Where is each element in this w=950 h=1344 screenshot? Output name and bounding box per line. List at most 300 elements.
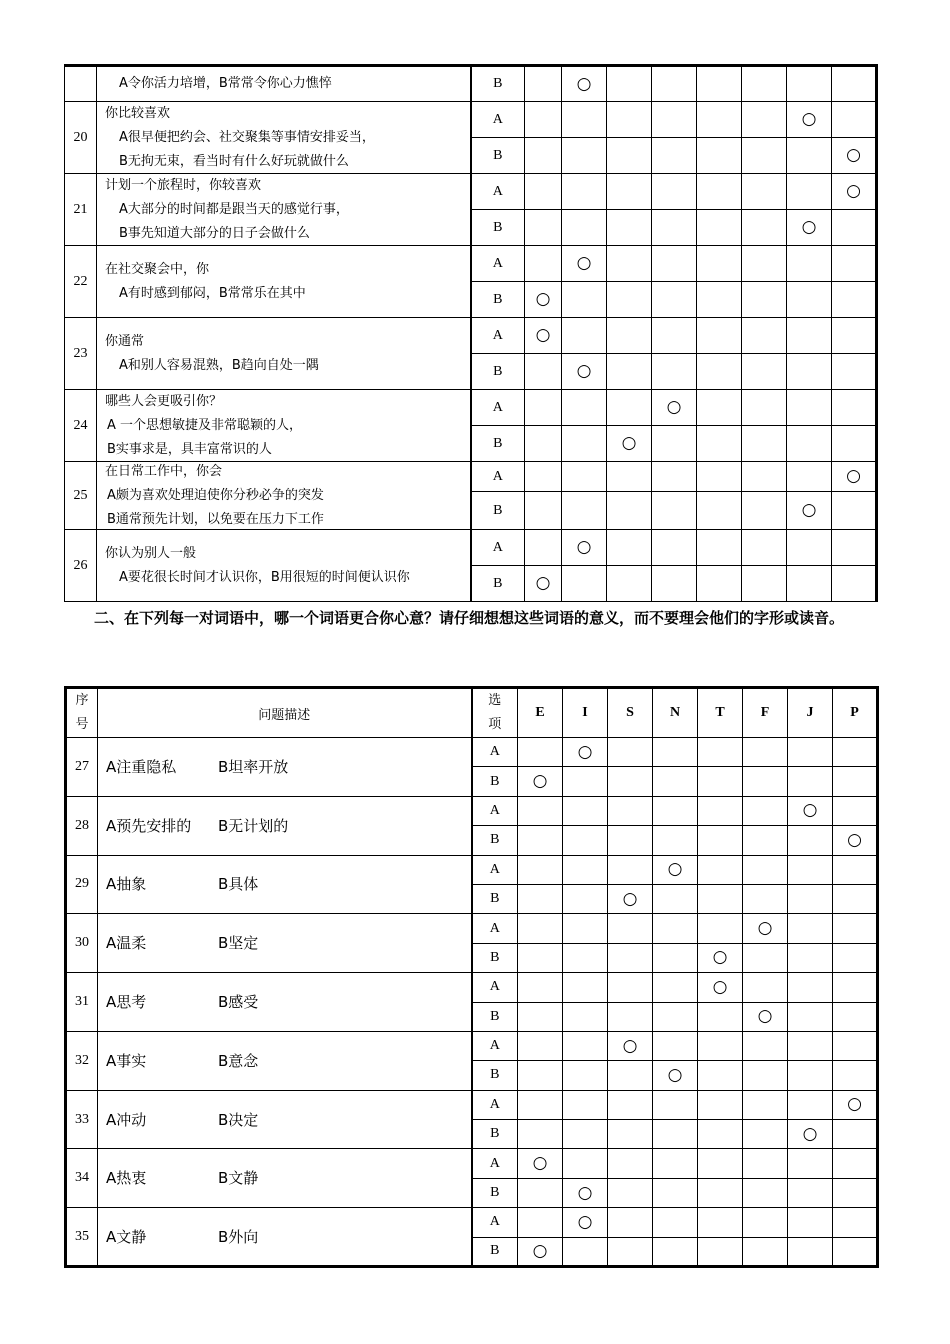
answer-cell[interactable] (608, 1120, 653, 1149)
option-label: B (472, 1002, 518, 1031)
answer-cell[interactable]: ○ (698, 973, 743, 1002)
answer-cell[interactable] (832, 530, 877, 566)
answer-cell[interactable] (697, 426, 742, 462)
answer-cell[interactable] (742, 138, 787, 174)
answer-cell[interactable] (525, 138, 562, 174)
answer-cell[interactable] (788, 738, 833, 767)
answer-cell[interactable] (697, 530, 742, 566)
answer-cell[interactable] (698, 855, 743, 884)
answer-cell[interactable] (833, 796, 878, 825)
table-row (66, 973, 878, 1002)
option-label: A (472, 973, 518, 1002)
answer-cell[interactable] (697, 210, 742, 246)
answer-cell[interactable] (788, 1090, 833, 1119)
answer-cell[interactable] (562, 426, 607, 462)
answer-cell[interactable] (652, 210, 697, 246)
option-label: B (472, 1061, 518, 1090)
answer-cell[interactable]: ○ (562, 66, 607, 102)
answer-cell[interactable]: ○ (833, 826, 878, 855)
answer-cell[interactable]: ○ (562, 354, 607, 390)
answer-cell[interactable] (525, 210, 562, 246)
answer-cell[interactable]: ○ (653, 855, 698, 884)
answer-cell[interactable] (653, 1120, 698, 1149)
answer-cell[interactable] (833, 884, 878, 913)
answer-cell[interactable] (518, 884, 563, 913)
answer-cell[interactable] (607, 492, 652, 530)
answer-cell[interactable] (563, 1090, 608, 1119)
word-pair (98, 1031, 472, 1090)
answer-cell[interactable] (698, 1237, 743, 1266)
answer-cell[interactable] (518, 943, 563, 972)
answer-cell[interactable] (698, 826, 743, 855)
answer-cell[interactable] (743, 1208, 788, 1237)
answer-cell[interactable] (518, 1178, 563, 1207)
answer-cell[interactable] (518, 1002, 563, 1031)
word-pair (98, 1208, 472, 1267)
answer-cell[interactable] (743, 1031, 788, 1060)
answer-cell[interactable] (607, 246, 652, 282)
answer-cell[interactable] (607, 390, 652, 426)
answer-cell[interactable] (742, 390, 787, 426)
answer-cell[interactable] (833, 855, 878, 884)
answer-cell[interactable] (607, 282, 652, 318)
answer-cell[interactable]: ○ (525, 282, 562, 318)
answer-cell[interactable] (697, 566, 742, 602)
answer-cell[interactable] (742, 210, 787, 246)
answer-cell[interactable] (833, 1237, 878, 1266)
answer-cell[interactable] (698, 1120, 743, 1149)
answer-cell[interactable] (787, 174, 832, 210)
answer-cell[interactable] (698, 1178, 743, 1207)
answer-cell[interactable] (742, 318, 787, 354)
answer-cell[interactable] (832, 390, 877, 426)
answer-cell[interactable] (832, 318, 877, 354)
answer-cell[interactable] (608, 1208, 653, 1237)
answer-cell[interactable] (652, 566, 697, 602)
answer-cell[interactable]: ○ (563, 1208, 608, 1237)
answer-cell[interactable] (608, 767, 653, 796)
answer-cell[interactable] (833, 767, 878, 796)
option-label: A (472, 1031, 518, 1060)
answer-cell[interactable] (563, 1237, 608, 1266)
answer-cell[interactable] (525, 462, 562, 492)
answer-cell[interactable] (832, 426, 877, 462)
answer-cell[interactable]: ○ (608, 1031, 653, 1060)
answer-cell[interactable] (562, 566, 607, 602)
answer-cell[interactable]: ○ (563, 1178, 608, 1207)
answer-cell[interactable] (787, 318, 832, 354)
answer-cell[interactable] (742, 246, 787, 282)
answer-cell[interactable] (563, 943, 608, 972)
answer-cell[interactable] (743, 796, 788, 825)
answer-cell[interactable] (832, 210, 877, 246)
answer-cell[interactable] (653, 884, 698, 913)
answer-cell[interactable] (788, 1178, 833, 1207)
answer-cell[interactable] (743, 855, 788, 884)
answer-cell[interactable] (698, 1149, 743, 1178)
header-dim-j: J (788, 688, 833, 738)
answer-cell[interactable] (525, 174, 562, 210)
answer-cell[interactable]: ○ (652, 390, 697, 426)
answer-cell[interactable] (607, 318, 652, 354)
answer-cell[interactable]: ○ (698, 943, 743, 972)
answer-cell[interactable] (563, 884, 608, 913)
table-row (65, 66, 877, 102)
answer-cell[interactable] (653, 914, 698, 943)
answer-cell[interactable] (563, 1002, 608, 1031)
option-label: B (472, 1178, 518, 1207)
answer-cell[interactable] (518, 1031, 563, 1060)
answer-cell[interactable] (832, 566, 877, 602)
answer-cell[interactable] (562, 492, 607, 530)
answer-cell[interactable] (562, 174, 607, 210)
answer-cell[interactable] (653, 738, 698, 767)
word-option-a: A温柔 (106, 934, 147, 953)
answer-cell[interactable] (563, 1061, 608, 1090)
answer-cell[interactable] (652, 462, 697, 492)
answer-cell[interactable] (562, 282, 607, 318)
answer-cell[interactable] (525, 492, 562, 530)
answer-cell[interactable]: ○ (562, 530, 607, 566)
answer-cell[interactable] (698, 1208, 743, 1237)
answer-cell[interactable] (788, 826, 833, 855)
header-number: 序 号 (66, 688, 98, 738)
answer-cell[interactable] (653, 1002, 698, 1031)
answer-cell[interactable] (832, 492, 877, 530)
option-label: B (471, 138, 525, 174)
answer-cell[interactable] (697, 102, 742, 138)
answer-cell[interactable] (697, 246, 742, 282)
answer-cell[interactable] (698, 738, 743, 767)
answer-cell[interactable] (563, 914, 608, 943)
answer-cell[interactable] (788, 767, 833, 796)
answer-cell[interactable] (697, 492, 742, 530)
answer-cell[interactable] (518, 1208, 563, 1237)
answer-cell[interactable] (698, 1002, 743, 1031)
answer-cell[interactable] (743, 767, 788, 796)
answer-cell[interactable] (607, 102, 652, 138)
answer-cell[interactable] (787, 566, 832, 602)
answer-cell[interactable]: ○ (832, 462, 877, 492)
answer-cell[interactable] (833, 738, 878, 767)
answer-cell[interactable] (743, 1120, 788, 1149)
answer-cell[interactable] (742, 492, 787, 530)
answer-cell[interactable] (742, 66, 787, 102)
answer-cell[interactable] (653, 767, 698, 796)
answer-cell[interactable]: ○ (563, 738, 608, 767)
answer-cell[interactable] (833, 1002, 878, 1031)
answer-cell[interactable] (562, 210, 607, 246)
answer-cell[interactable] (832, 246, 877, 282)
answer-cell[interactable] (697, 318, 742, 354)
answer-cell[interactable] (607, 138, 652, 174)
answer-cell[interactable] (653, 973, 698, 1002)
question-number: 28 (66, 796, 98, 855)
answer-cell[interactable] (652, 174, 697, 210)
answer-cell[interactable] (518, 973, 563, 1002)
answer-cell[interactable] (608, 973, 653, 1002)
answer-cell[interactable] (742, 282, 787, 318)
answer-cell[interactable] (518, 738, 563, 767)
answer-cell[interactable] (787, 390, 832, 426)
answer-cell[interactable]: ○ (653, 1061, 698, 1090)
answer-cell[interactable] (743, 826, 788, 855)
answer-cell[interactable] (833, 1031, 878, 1060)
answer-cell[interactable]: ○ (832, 138, 877, 174)
answer-cell[interactable]: ○ (787, 492, 832, 530)
answer-cell[interactable] (652, 354, 697, 390)
word-option-a: A事实 (106, 1051, 147, 1070)
answer-cell[interactable] (832, 282, 877, 318)
answer-cell[interactable] (607, 66, 652, 102)
answer-cell[interactable] (652, 426, 697, 462)
answer-cell[interactable] (653, 1031, 698, 1060)
answer-cell[interactable] (743, 1237, 788, 1266)
answer-cell[interactable]: ○ (518, 767, 563, 796)
table-row (65, 462, 877, 492)
option-label: B (471, 282, 525, 318)
answer-cell[interactable] (563, 973, 608, 1002)
option-label: B (472, 1120, 518, 1149)
answer-cell[interactable]: ○ (833, 1090, 878, 1119)
answer-cell[interactable] (652, 318, 697, 354)
answer-cell[interactable] (653, 1149, 698, 1178)
answer-cell[interactable]: ○ (607, 426, 652, 462)
answer-cell[interactable] (608, 1061, 653, 1090)
answer-cell[interactable] (608, 1002, 653, 1031)
answer-cell[interactable] (562, 318, 607, 354)
answer-cell[interactable] (788, 884, 833, 913)
answer-cell[interactable] (742, 566, 787, 602)
answer-cell[interactable] (742, 462, 787, 492)
answer-cell[interactable] (832, 102, 877, 138)
answer-cell[interactable] (833, 1178, 878, 1207)
option-label: B (472, 1237, 518, 1266)
question-number: 21 (65, 174, 97, 246)
answer-cell[interactable] (697, 282, 742, 318)
answer-cell[interactable] (653, 826, 698, 855)
answer-cell[interactable] (743, 1149, 788, 1178)
answer-cell[interactable] (742, 174, 787, 210)
table-row (66, 1208, 878, 1237)
answer-cell[interactable] (833, 1061, 878, 1090)
answer-cell[interactable] (833, 973, 878, 1002)
word-option-b: B无计划的 (218, 816, 289, 835)
answer-cell[interactable] (525, 426, 562, 462)
answer-cell[interactable] (832, 354, 877, 390)
answer-cell[interactable] (743, 973, 788, 1002)
answer-cell[interactable]: ○ (525, 566, 562, 602)
answer-cell[interactable]: ○ (743, 914, 788, 943)
answer-cell[interactable] (833, 1120, 878, 1149)
answer-cell[interactable] (698, 914, 743, 943)
answer-cell[interactable]: ○ (832, 174, 877, 210)
answer-cell[interactable] (652, 492, 697, 530)
answer-cell[interactable] (607, 530, 652, 566)
answer-cell[interactable]: ○ (518, 1149, 563, 1178)
answer-cell[interactable] (743, 943, 788, 972)
answer-cell[interactable] (788, 1002, 833, 1031)
answer-cell[interactable] (743, 1061, 788, 1090)
answer-cell[interactable] (653, 1237, 698, 1266)
answer-cell[interactable] (743, 1178, 788, 1207)
answer-cell[interactable] (787, 246, 832, 282)
answer-cell[interactable] (608, 1090, 653, 1119)
answer-cell[interactable] (525, 530, 562, 566)
answer-cell[interactable] (563, 796, 608, 825)
answer-cell[interactable] (607, 354, 652, 390)
word-option-b: B决定 (218, 1110, 259, 1129)
answer-cell[interactable]: ○ (743, 1002, 788, 1031)
answer-cell[interactable] (697, 66, 742, 102)
answer-cell[interactable] (788, 1061, 833, 1090)
answer-cell[interactable] (697, 462, 742, 492)
word-option-a: A注重隐私 (106, 757, 177, 776)
answer-cell[interactable] (518, 855, 563, 884)
answer-cell[interactable]: ○ (525, 318, 562, 354)
answer-cell[interactable] (697, 390, 742, 426)
header-dim-t: T (698, 688, 743, 738)
answer-cell[interactable] (787, 282, 832, 318)
word-option-b: B具体 (218, 875, 259, 894)
answer-cell[interactable] (788, 1031, 833, 1060)
answer-cell[interactable] (608, 914, 653, 943)
question-line: A和别人容易混熟，B趋向自处一隅 (119, 357, 319, 373)
answer-cell[interactable] (608, 738, 653, 767)
answer-cell[interactable] (563, 855, 608, 884)
question-line: A令你活力培增，B常常令你心力憔悴 (119, 76, 332, 91)
answer-cell[interactable] (788, 1208, 833, 1237)
answer-cell[interactable] (653, 1208, 698, 1237)
answer-cell[interactable] (525, 66, 562, 102)
answer-cell[interactable] (698, 796, 743, 825)
answer-cell[interactable] (652, 282, 697, 318)
answer-cell[interactable] (608, 1178, 653, 1207)
answer-cell[interactable] (608, 855, 653, 884)
answer-cell[interactable] (652, 66, 697, 102)
answer-cell[interactable] (562, 138, 607, 174)
answer-cell[interactable] (608, 826, 653, 855)
answer-cell[interactable] (697, 354, 742, 390)
answer-cell[interactable] (743, 1090, 788, 1119)
answer-cell[interactable] (563, 767, 608, 796)
answer-cell[interactable] (698, 1031, 743, 1060)
answer-cell[interactable] (653, 796, 698, 825)
answer-cell[interactable] (743, 884, 788, 913)
answer-cell[interactable] (525, 102, 562, 138)
answer-cell[interactable] (608, 1237, 653, 1266)
answer-cell[interactable] (653, 943, 698, 972)
answer-cell[interactable] (607, 174, 652, 210)
answer-cell[interactable] (607, 566, 652, 602)
answer-cell[interactable] (562, 102, 607, 138)
questionnaire-table-part1 (64, 64, 878, 602)
answer-cell[interactable] (525, 246, 562, 282)
answer-cell[interactable] (743, 738, 788, 767)
answer-cell[interactable] (698, 884, 743, 913)
answer-cell[interactable] (788, 943, 833, 972)
answer-cell[interactable] (833, 1149, 878, 1178)
answer-cell[interactable] (833, 914, 878, 943)
answer-cell[interactable] (788, 914, 833, 943)
answer-cell[interactable] (607, 462, 652, 492)
answer-cell[interactable] (653, 1178, 698, 1207)
answer-cell[interactable] (788, 1237, 833, 1266)
answer-cell[interactable] (742, 102, 787, 138)
table-row (66, 1149, 878, 1178)
answer-cell[interactable] (525, 390, 562, 426)
answer-cell[interactable] (787, 354, 832, 390)
question-line: A大部分的时间都是跟当天的感觉行事， (119, 201, 349, 217)
answer-cell[interactable] (788, 973, 833, 1002)
answer-cell[interactable] (742, 426, 787, 462)
answer-cell[interactable] (742, 354, 787, 390)
word-pair (98, 1149, 472, 1208)
answer-cell[interactable] (697, 138, 742, 174)
answer-cell[interactable] (652, 102, 697, 138)
word-pair (98, 973, 472, 1032)
answer-cell[interactable] (788, 855, 833, 884)
answer-cell[interactable] (518, 796, 563, 825)
answer-cell[interactable] (563, 826, 608, 855)
answer-cell[interactable] (787, 426, 832, 462)
answer-cell[interactable] (562, 390, 607, 426)
answer-cell[interactable] (608, 796, 653, 825)
answer-cell[interactable] (698, 1061, 743, 1090)
answer-cell[interactable] (787, 530, 832, 566)
answer-cell[interactable] (698, 1090, 743, 1119)
answer-cell[interactable] (697, 174, 742, 210)
answer-cell[interactable] (652, 138, 697, 174)
answer-cell[interactable] (563, 1120, 608, 1149)
answer-cell[interactable] (787, 138, 832, 174)
answer-cell[interactable]: ○ (787, 210, 832, 246)
question-line: 哪些人会更吸引你？ (105, 393, 223, 409)
answer-cell[interactable] (652, 530, 697, 566)
answer-cell[interactable] (833, 943, 878, 972)
answer-cell[interactable] (562, 462, 607, 492)
answer-cell[interactable] (832, 66, 877, 102)
answer-cell[interactable] (788, 1149, 833, 1178)
answer-cell[interactable] (518, 1061, 563, 1090)
answer-cell[interactable]: ○ (788, 796, 833, 825)
answer-cell[interactable] (518, 826, 563, 855)
answer-cell[interactable] (787, 462, 832, 492)
question-description (97, 318, 471, 390)
answer-cell[interactable] (742, 530, 787, 566)
answer-cell[interactable] (652, 246, 697, 282)
answer-cell[interactable] (787, 66, 832, 102)
answer-cell[interactable] (698, 767, 743, 796)
answer-cell[interactable]: ○ (608, 884, 653, 913)
answer-cell[interactable]: ○ (788, 1120, 833, 1149)
answer-cell[interactable] (607, 210, 652, 246)
answer-cell[interactable] (653, 1090, 698, 1119)
answer-cell[interactable] (563, 1031, 608, 1060)
answer-cell[interactable] (525, 354, 562, 390)
answer-cell[interactable] (608, 1149, 653, 1178)
answer-cell[interactable]: ○ (518, 1237, 563, 1266)
answer-cell[interactable] (518, 1120, 563, 1149)
answer-cell[interactable] (518, 914, 563, 943)
answer-cell[interactable] (563, 1149, 608, 1178)
answer-cell[interactable] (833, 1208, 878, 1237)
answer-cell[interactable] (608, 943, 653, 972)
answer-cell[interactable]: ○ (787, 102, 832, 138)
answer-cell[interactable] (518, 1090, 563, 1119)
answer-cell[interactable]: ○ (562, 246, 607, 282)
question-number: 31 (66, 973, 98, 1032)
